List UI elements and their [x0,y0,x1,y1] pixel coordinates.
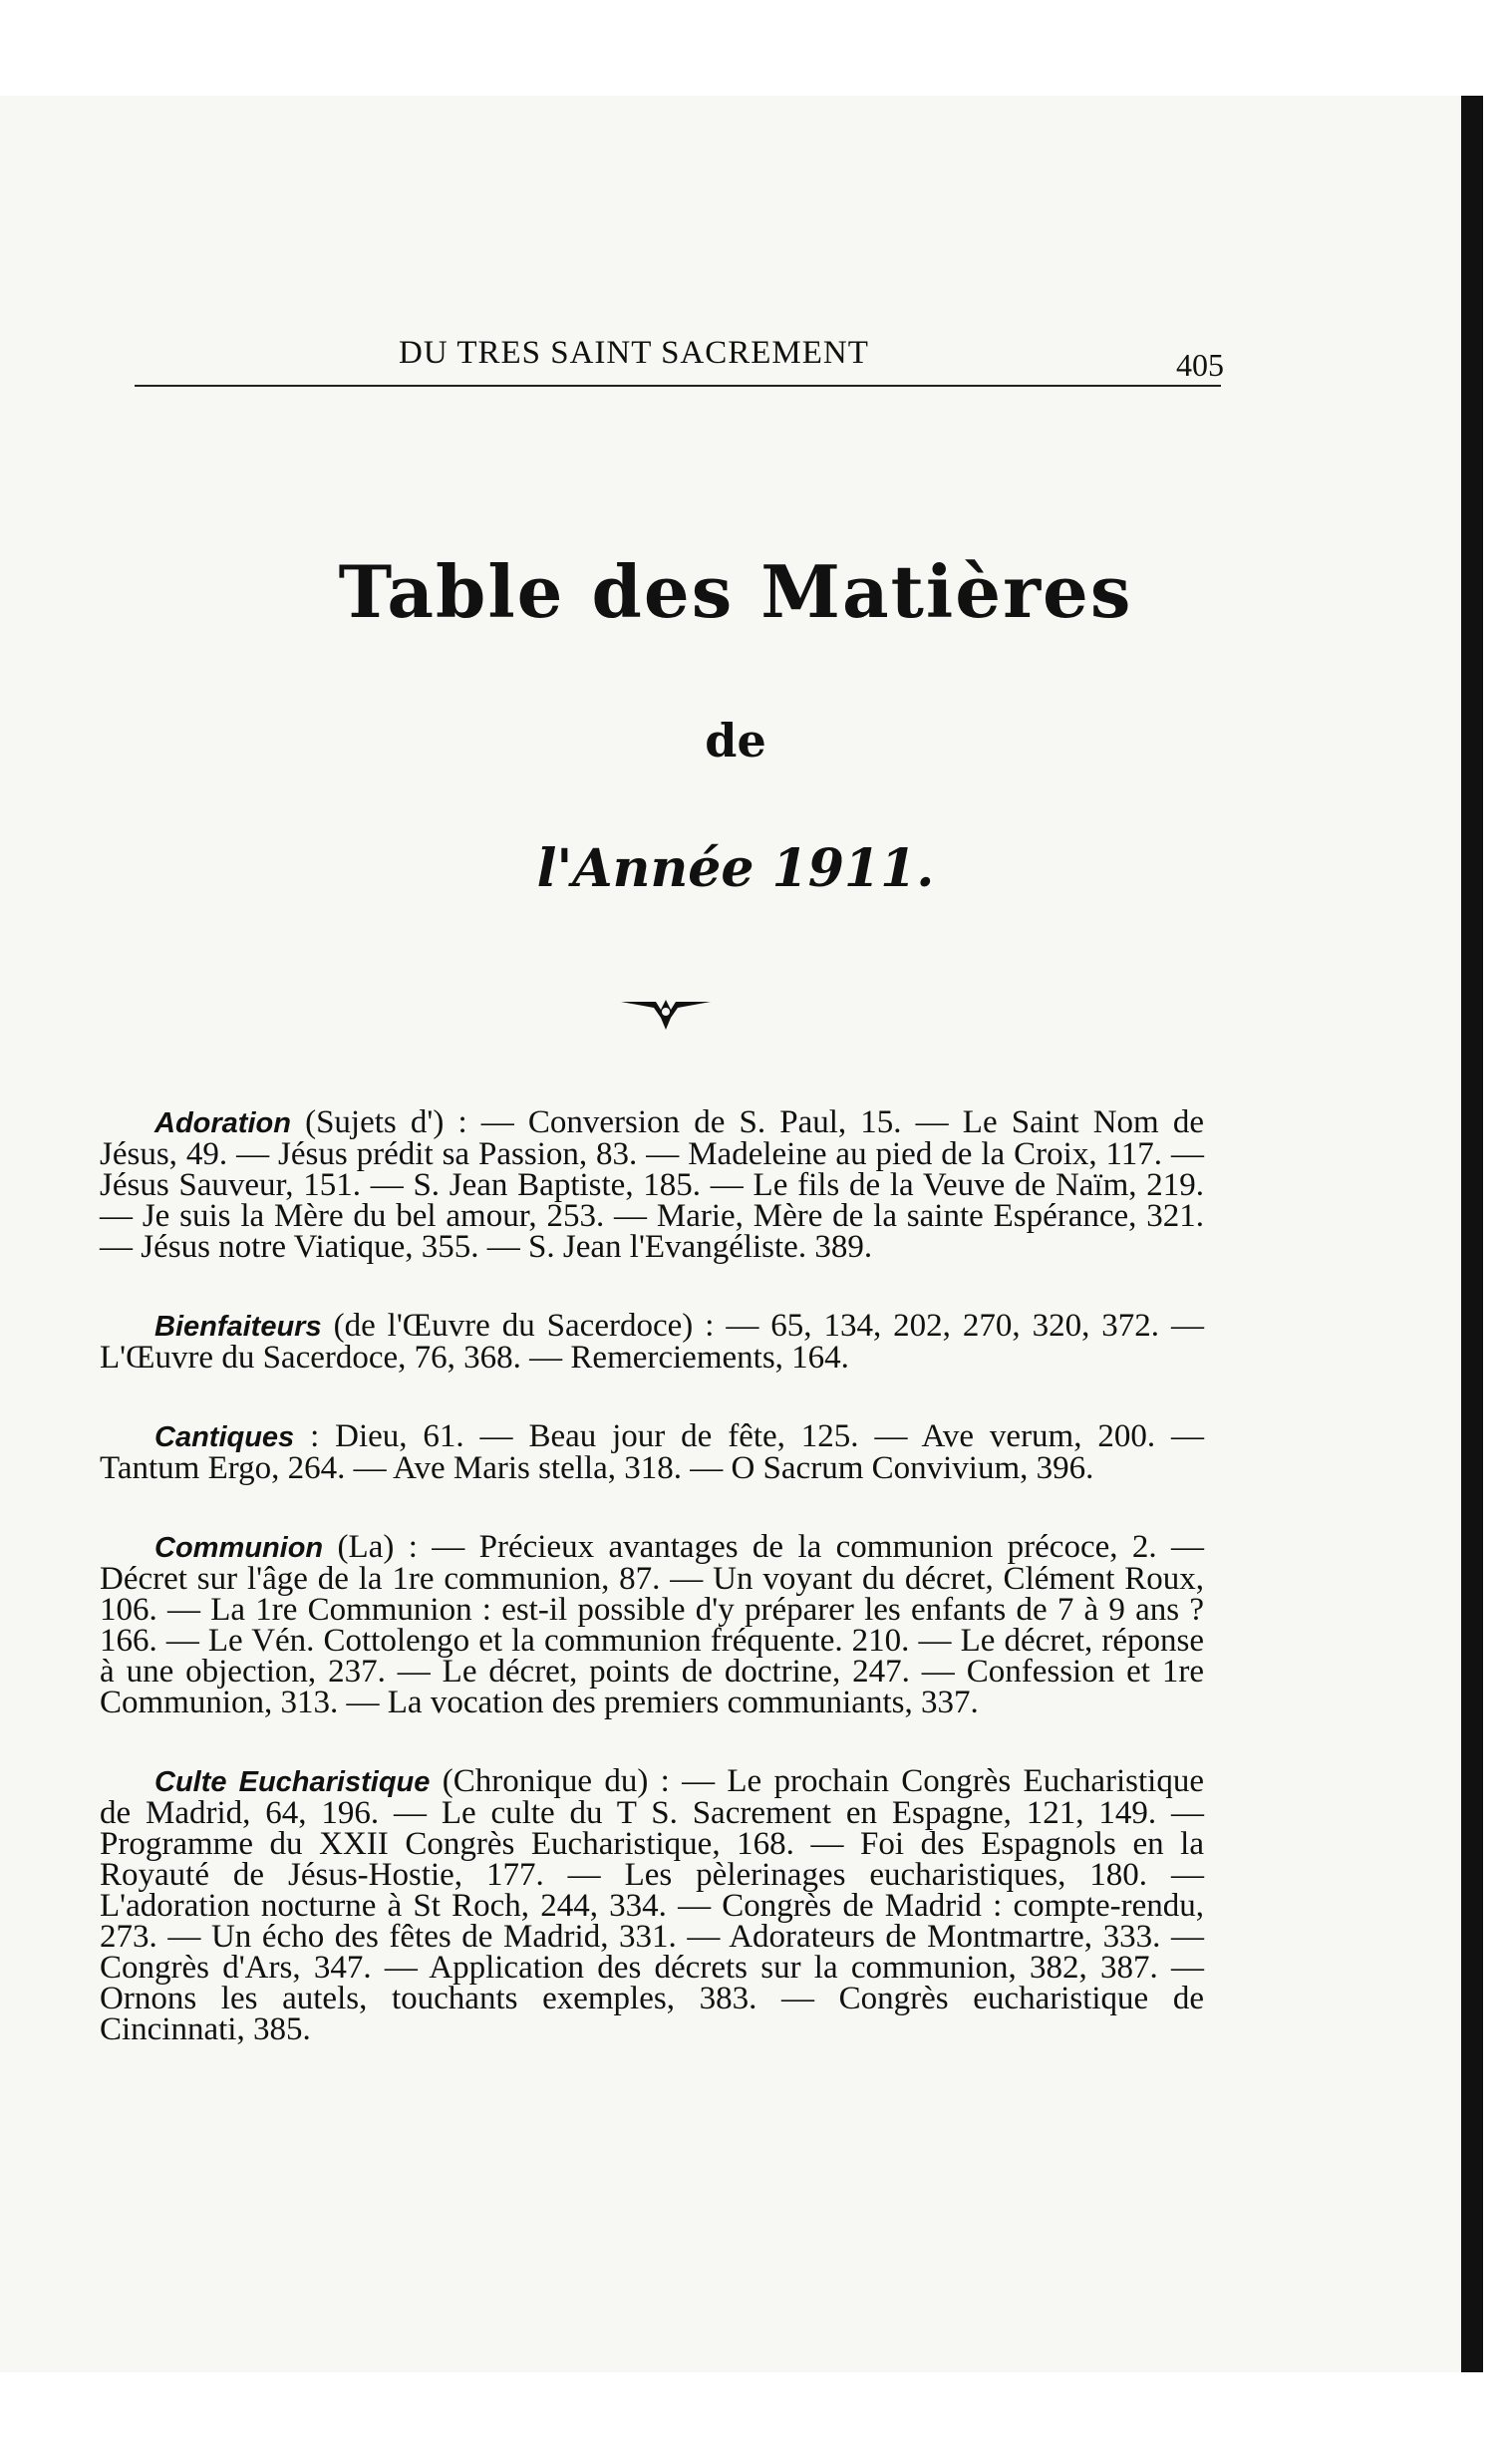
title-connector: de [705,714,766,768]
scan-margin-right [1483,0,1507,2464]
entry-heading: Culte Eucharistique [154,1766,431,1798]
fleuron-ornament-icon [616,988,716,1038]
title-year: l'Année 1911. [536,838,935,899]
index-entries [100,1104,1205,2093]
entry-heading: Bienfaiteurs [154,1311,322,1343]
index-entry-adoration [100,1104,1204,1265]
book-page [0,96,1471,2372]
entry-text: : Dieu, 61. — Beau jour de fête, 125. — Ave verum, 200. — Tantum Ergo, 264. — Ave Maris stella, 318. — O Sacrum Convivium, 396. [100,1418,1205,1486]
header-rule [135,385,1221,387]
entry-text: (Sujets d') : — Conversion de S. Paul, 15. — Le Saint Nom de Jésus, 49. — Jésus prédit sa Passion, 83. — Madeleine au pied de la Croix, 117. — Jésus Sauveur, 151. — S. Jean Baptiste, 185. — Le fils de la Veuve de Naïm, 219. — Je suis la Mère du bel amour, 253. — Marie, Mère de la sainte Espérance, 321. — Jésus notre Viatique, 355. — S. Jean l'Evangéliste. 389. [100,1104,1204,1265]
index-entry-bienfaiteurs [100,1308,1205,1376]
scan-margin-bottom [0,2372,1507,2464]
index-entry-communion [100,1529,1205,1720]
entry-text: (de l'Œuvre du Sacerdoce) : — 65, 134, 202, 270, 320, 372. — L'Œuvre du Sacerdoce, 76, 368. — Remerciements, 164. [100,1308,1205,1376]
entry-heading: Cantiques [154,1421,295,1453]
running-title: DU TRES SAINT SACREMENT [399,335,869,371]
scan-margin-top [0,0,1507,96]
entry-heading: Adoration [154,1107,291,1139]
index-entry-cantiques [100,1418,1205,1486]
entry-heading: Communion [154,1532,324,1564]
page-title: Table des Matières [338,549,1133,634]
entry-text: (Chronique du) : — Le prochain Congrès Eucharistique de Madrid, 64, 196. — Le culte du T S. Sacrement en Espagne, 121, 149. — Programme du XXII Congrès Eucharistique, 168. — Foi des Espagnols en la Royauté de Jésus-Hostie, 177. — Les pèlerinages eucharistiques, 180. — L'adoration nocturne à St Roch, 244, 334. — Congrès de Madrid : compte-rendu, 273. — Un écho des fêtes de Madrid, 331. — Adorateurs de Montmartre, 333. — Congrès d'Ars, 347. — Application des décrets sur la communion, 382, 387. — Ornons les autels, touchants exemples, 383. — Congrès eucharistique de Cincinnati, 385. [100,1763,1204,2047]
entry-text: (La) : — Précieux avantages de la communion précoce, 2. — Décret sur l'âge de la 1re communion, 87. — Un voyant du décret, Clément Roux, 106. — La 1re Communion : est-il possible d'y préparer les enfants de 7 à 9 ans ? 166. — Le Vén. Cottolengo et la communion fréquente. 210. — Le décret, réponse à une objection, 237. — Le décret, points de doctrine, 247. — Confession et 1re Communion, 313. — La vocation des premiers communiants, 337. [100,1529,1205,1720]
index-entry-culte-eucharistique [100,1763,1204,2047]
page-number: 405 [1176,347,1224,383]
